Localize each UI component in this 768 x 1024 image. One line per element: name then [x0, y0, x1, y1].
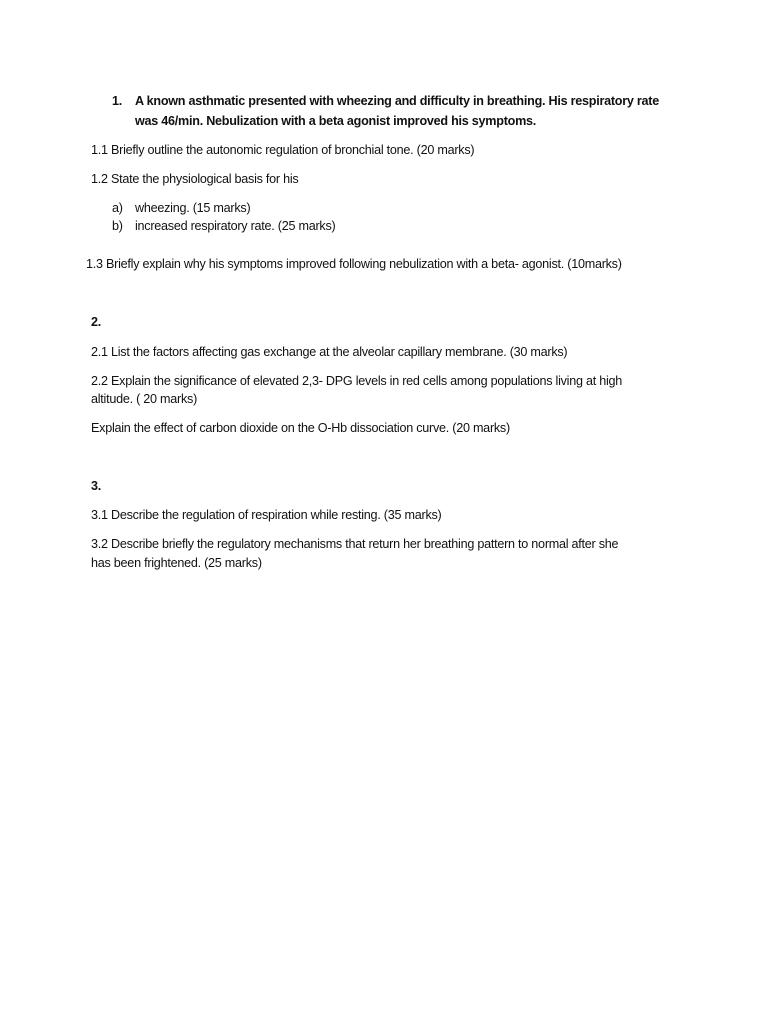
question-2-number: 2.: [91, 315, 102, 329]
sub-item-b-label: b): [112, 219, 123, 233]
question-1-2: 1.2 State the physiological basis for his: [91, 172, 299, 186]
sub-item-b-text: increased respiratory rate. (25 marks): [135, 219, 336, 233]
question-1-1: 1.1 Briefly outline the autonomic regulation of bronchial tone. (20 marks): [91, 143, 475, 157]
sub-item-a-label: a): [112, 201, 123, 215]
question-1-3: 1.3 Briefly explain why his symptoms improved following nebulization with a beta- agonist. (10marks): [86, 257, 622, 271]
question-2-3: Explain the effect of carbon dioxide on the O-Hb dissociation curve. (20 marks): [91, 421, 510, 435]
question-3-number: 3.: [91, 479, 102, 493]
question-3-2-line-2: has been frightened. (25 marks): [91, 556, 262, 570]
question-1-stem-line-2: was 46/min. Nebulization with a beta agonist improved his symptoms.: [135, 114, 537, 128]
question-3-2-line-1: 3.2 Describe briefly the regulatory mechanisms that return her breathing pattern to normal after she: [91, 537, 619, 551]
question-2-1: 2.1 List the factors affecting gas exchange at the alveolar capillary membrane. (30 marks): [91, 345, 568, 359]
question-1-stem-line-1: A known asthmatic presented with wheezing and difficulty in breathing. His respiratory rate: [135, 94, 660, 108]
sub-item-a-text: wheezing. (15 marks): [135, 201, 251, 215]
question-1-number: 1.: [112, 94, 123, 108]
question-2-2-line-1: 2.2 Explain the significance of elevated 2,3- DPG levels in red cells among populations living at high: [91, 374, 623, 388]
question-2-2-line-2: altitude. ( 20 marks): [91, 392, 198, 406]
question-3-1: 3.1 Describe the regulation of respiration while resting. (35 marks): [91, 508, 442, 522]
